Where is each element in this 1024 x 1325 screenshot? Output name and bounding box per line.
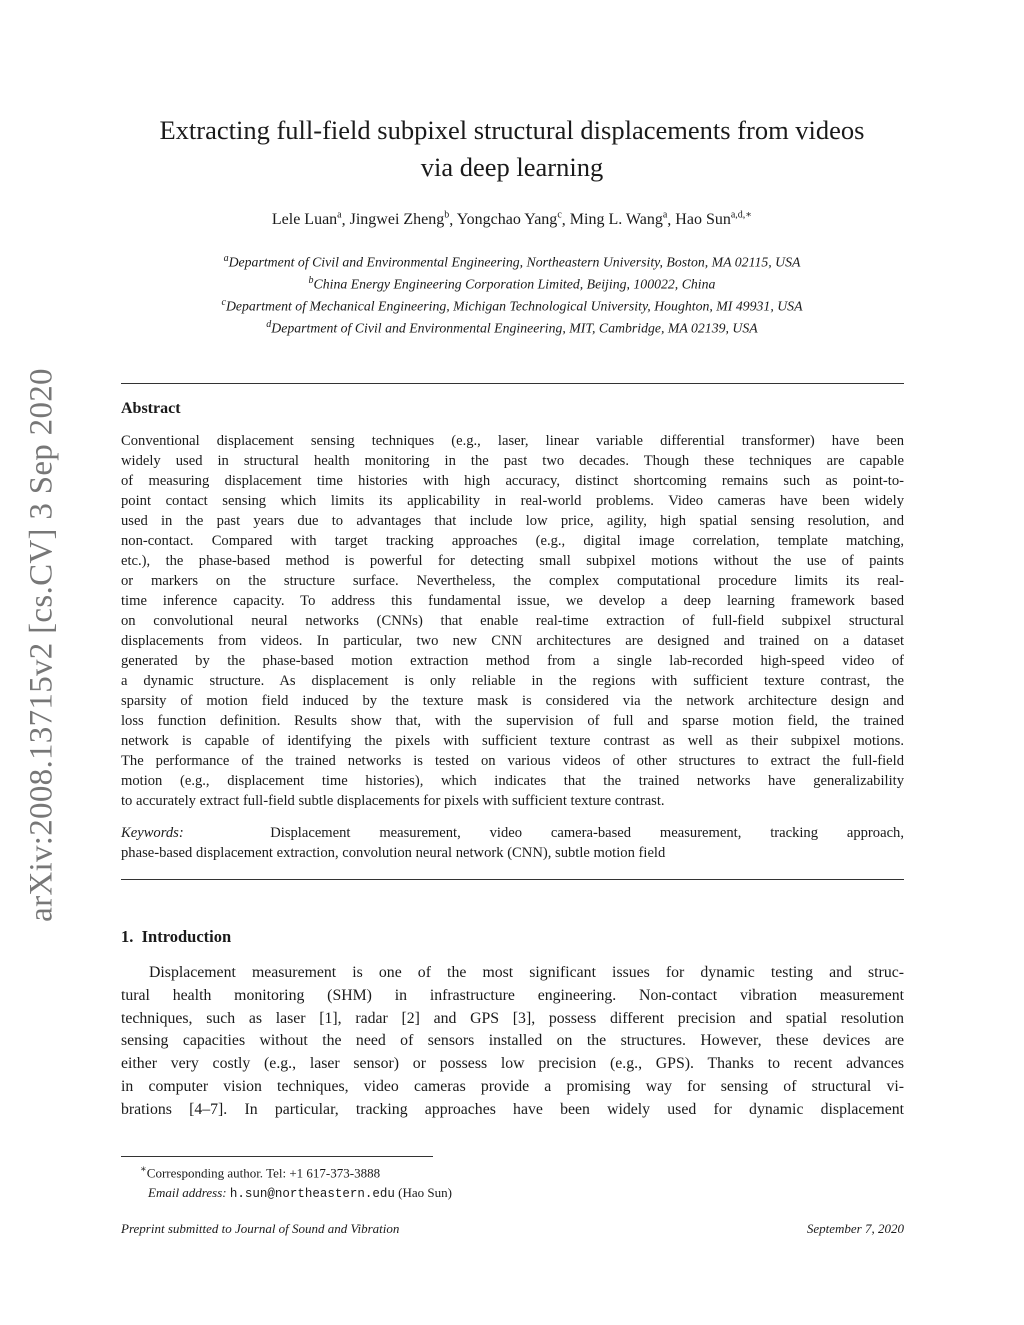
divider — [121, 879, 904, 880]
email-owner: (Hao Sun) — [398, 1185, 452, 1201]
author-sup: c — [557, 210, 562, 221]
author: Ming L. Wang$^a$ — [569, 210, 668, 229]
abstract-line: a dynamic structure. As displacement is only reliable in the regions with sufficient texture contrast, the — [121, 673, 904, 689]
section-title: Introduction — [141, 927, 232, 946]
affiliation — [0, 316, 1024, 338]
abstract-line: widely used in structural health monitoring in the past two decades. Though these techniques are capable — [121, 453, 904, 469]
author: Hao Sun$^{a,d,∗}$ — [675, 210, 753, 229]
title-line: Extracting full-field subpixel structural displacements from videos — [159, 115, 865, 145]
intro-line: either very costly (e.g., laser sensor) or possess low precision (e.g., GPS). Thanks to recent advances — [121, 1055, 904, 1073]
abstract-line: non-contact. Compared with target tracking approaches (e.g., digital image correlation, template matching, — [121, 533, 904, 549]
intro-line: sensing capacities without the need of sensors installed on the structures. However, these devices are — [121, 1032, 904, 1050]
author-sup: a — [337, 210, 342, 221]
abstract-line: The performance of the trained networks is tested on various videos of other structures to extract the full-field — [121, 753, 904, 769]
footnote-line — [140, 1183, 452, 1204]
keywords-line: phase-based displacement extraction, convolution neural network (CNN), subtle motion field — [121, 845, 666, 861]
affiliation-text: Department of Mechanical Engineering, Michigan Technological University, Houghton, MI 49931, USA — [225, 298, 803, 314]
author-sup: a — [662, 210, 668, 221]
intro-line: Displacement measurement is one of the most significant issues for dynamic testing and struc- — [149, 964, 904, 981]
author: Jingwei Zheng$^b$ — [349, 210, 450, 229]
affiliation-sup: c — [221, 297, 226, 309]
intro-line: in computer vision techniques, video cameras provide a promising way for sensing of structural vi- — [121, 1077, 904, 1095]
page-footer — [121, 1221, 904, 1237]
footnote-rule — [121, 1156, 433, 1157]
keywords-line — [121, 823, 904, 843]
abstract-line: to accurately extract full-field subtle displacements for pixels with sufficient texture contrast. — [121, 793, 665, 809]
arxiv-stamp: arXiv:2008.13715v2 [cs.CV] 3 Sep 2020 — [23, 368, 60, 922]
abstract-line: point contact sensing which limits its applicability in real-world problems. Video cameras have been widely — [121, 493, 904, 509]
abstract-line: motion (e.g., displacement time histories), which indicates that the trained networks have generalizability — [121, 773, 904, 789]
abstract-line: sparsity of motion field induced by the texture mask is considered via the network architecture design and — [121, 693, 904, 709]
footnote-text: Corresponding author. Tel: +1 617-373-3888 — [146, 1165, 381, 1181]
author: Lele Luan$^a$ — [271, 210, 342, 229]
author-sup: b — [444, 210, 450, 221]
affiliation-text: Department of Civil and Environmental Engineering, Northeastern University, Boston, MA 02115, USA — [228, 254, 801, 270]
affiliation-sup: d — [266, 319, 272, 331]
section-number: 1. — [121, 927, 134, 946]
affiliation-text: China Energy Engineering Corporation Limited, Beijing, 100022, China — [313, 276, 716, 292]
affiliation — [0, 294, 1024, 316]
abstract-line: or markers on the structure surface. Nevertheless, the complex computational procedure limits its real- — [121, 573, 904, 589]
abstract-line: loss function definition. Results show that, with the supervision of full and sparse motion field, the trained — [121, 713, 904, 729]
email-link[interactable]: h.sun@northeastern.edu — [229, 1187, 395, 1202]
keywords-text: Displacement measurement, video camera-based measurement, tracking approach, — [270, 825, 904, 841]
footnote-mark: ∗ — [140, 1164, 147, 1175]
intro-line: brations [4–7]. In particular, tracking approaches have been widely used for dynamic displacement — [121, 1100, 904, 1118]
divider — [121, 383, 904, 384]
footer-left: Preprint submitted to Journal of Sound and Vibration — [121, 1221, 400, 1236]
abstract-line: on convolutional neural networks (CNNs) that enable real-time extraction of full-field subpixel structural — [121, 613, 904, 629]
affiliations — [0, 250, 1024, 338]
author-list: Lele Luan$^a$, Jingwei Zheng$^b$, Yongchao Yang$^c$, Ming L. Wang$^a$, Hao Sun$^{a,d,∗}$ — [271, 210, 753, 229]
title-line: via deep learning — [420, 152, 604, 182]
footnote — [140, 1160, 452, 1204]
author-sup: a,d,∗ — [730, 210, 753, 221]
abstract-line: Conventional displacement sensing techniques (e.g., laser, linear variable differential transformer) have been — [121, 433, 904, 449]
affiliation-sup: b — [308, 275, 314, 287]
affiliation-sup: a — [223, 253, 229, 264]
affiliation — [0, 272, 1024, 294]
email-label: Email address: — [148, 1185, 227, 1201]
abstract-line: etc.), the phase-based method is powerful for detecting small subpixel motions without the use of paints — [121, 553, 904, 569]
intro-line: techniques, such as laser [1], radar [2] and GPS [3], possess different precision and spatial resolution — [121, 1009, 904, 1027]
abstract-line: displacements from videos. In particular, two new CNN architectures are designed and trained on a dataset — [121, 633, 904, 649]
footer-date: September 7, 2020 — [806, 1221, 904, 1236]
affiliation — [0, 250, 1024, 272]
author: Yongchao Yang$^c$ — [456, 210, 562, 229]
introduction-body — [121, 962, 904, 1122]
keywords — [121, 823, 904, 863]
abstract-line: used in the past years due to advantages that include low price, agility, high spatial sensing resolution, and — [121, 513, 904, 529]
section-heading — [121, 927, 904, 947]
affiliation-text: Department of Civil and Environmental Engineering, MIT, Cambridge, MA 02139, USA — [271, 320, 758, 336]
keywords-label: Keywords: — [121, 825, 184, 841]
abstract-line: generated by the phase-based motion extraction method from a single lab-recorded high-speed video of — [121, 653, 904, 669]
abstract-line: time inference capacity. To address this fundamental issue, we develop a deep learning framework based — [121, 593, 904, 609]
abstract-line: network is capable of identifying the pixels with sufficient texture contrast as well as their subpixel motions. — [121, 733, 904, 749]
paper-title — [0, 112, 1024, 186]
abstract-line: of measuring displacement time histories with high accuracy, distinct shortcoming remains such as point-to- — [121, 473, 904, 489]
abstract-heading: Abstract — [121, 400, 181, 417]
abstract-body — [121, 431, 904, 811]
intro-line: tural health monitoring (SHM) in infrastructure engineering. Non-contact vibration measurement — [121, 986, 904, 1004]
footnote-line — [140, 1160, 452, 1183]
